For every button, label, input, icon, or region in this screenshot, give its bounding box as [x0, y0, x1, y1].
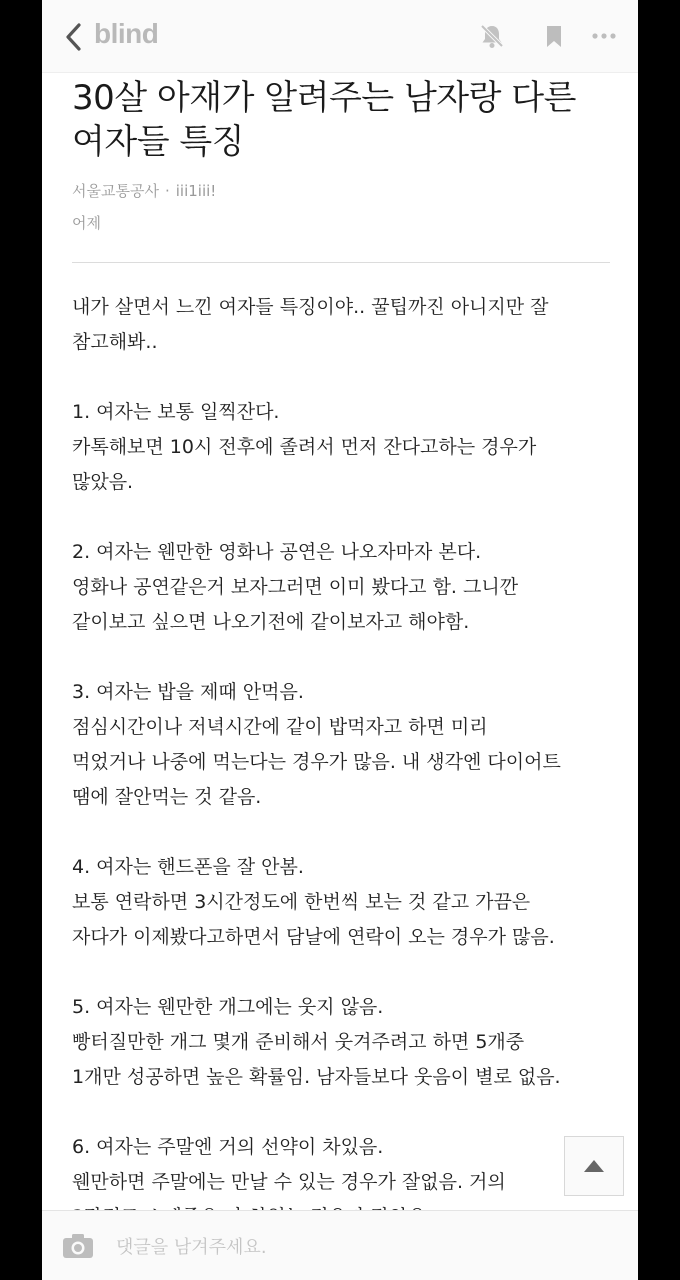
- top-bar: [42, 0, 638, 73]
- body-line: 보통 연락하면 3시간정도에 한번씩 보는 것 같고 가끔은: [72, 891, 531, 913]
- body-line: 자다가 이제봤다고하면서 담날에 연락이 오는 경우가 많음.: [72, 926, 555, 948]
- author-nickname: iii1iii!: [175, 182, 217, 200]
- body-line: 참고해봐..: [72, 331, 158, 353]
- post-title: [72, 76, 612, 164]
- body-line: 2. 여자는 웬만한 영화나 공연은 나오자마자 본다.: [72, 541, 482, 563]
- comment-bar: [42, 1210, 638, 1280]
- post-date: 어제: [72, 214, 101, 232]
- body-paragraph: [72, 990, 622, 1095]
- body-line: 먹었거나 나중에 먹는다는 경우가 많음. 내 생각엔 다이어트: [72, 751, 561, 773]
- chevron-left-icon: [62, 20, 86, 54]
- body-line: 땜에 잘안먹는 것 같음.: [72, 786, 262, 808]
- body-line: 같이보고 싶으면 나오기전에 같이보자고 해야함.: [72, 611, 470, 633]
- divider: [72, 262, 610, 263]
- body-line: 6. 여자는 주말엔 거의 선약이 차있음.: [72, 1136, 384, 1158]
- company-name[interactable]: 서울교통공사: [72, 182, 159, 200]
- body-paragraph: [72, 395, 622, 500]
- body-line: 많았음.: [72, 471, 134, 493]
- body-paragraph: [72, 675, 622, 815]
- back-button[interactable]: [62, 20, 86, 54]
- body-line: 영화나 공연같은거 보자그러면 이미 봤다고 함. 그니깐: [72, 576, 519, 598]
- post-title-line: 30살 아재가 알려주는 남자랑 다른: [72, 78, 576, 118]
- scroll-top-button[interactable]: [564, 1136, 624, 1196]
- body-line: 1개만 성공하면 높은 확률임. 남자들보다 웃음이 별로 없음.: [72, 1066, 561, 1088]
- body-line: 5. 여자는 웬만한 개그에는 웃지 않음.: [72, 996, 384, 1018]
- body-line: 점심시간이나 저녁시간에 같이 밥먹자고 하면 미리: [72, 716, 488, 738]
- more-horizontal-icon: [590, 22, 618, 50]
- attach-photo-button[interactable]: [62, 1233, 94, 1259]
- more-button[interactable]: [590, 22, 618, 50]
- bookmark-button[interactable]: [540, 22, 568, 50]
- body-line: 내가 살면서 느낀 여자들 특징이야.. 꿀팁까진 아니지만 잘: [72, 296, 549, 318]
- body-line: 1. 여자는 보통 일찍잔다.: [72, 401, 280, 423]
- body-line: 카톡해보면 10시 전후에 졸려서 먼저 잔다고하는 경우가: [72, 436, 537, 458]
- body-line: 4. 여자는 핸드폰을 잘 안봄.: [72, 856, 304, 878]
- blind-logo: blind: [94, 18, 159, 49]
- body-paragraph: [72, 850, 622, 955]
- body-paragraph: [72, 290, 622, 360]
- app-screen: [42, 0, 638, 1280]
- post-title-line: 여자들 특징: [72, 122, 245, 162]
- body-line: 빵터질만한 개그 몇개 준비해서 웃겨주려고 하면 5개중: [72, 1031, 525, 1053]
- comment-input[interactable]: [114, 1231, 598, 1263]
- camera-icon: [62, 1233, 94, 1259]
- body-line: 웬만하면 주말에는 만날 수 있는 경우가 잘없음. 거의: [72, 1171, 506, 1193]
- body-line: 3. 여자는 밥을 제때 안먹음.: [72, 681, 304, 703]
- bookmark-icon: [540, 22, 568, 50]
- post-body: [72, 290, 622, 1270]
- notification-off-button[interactable]: [478, 22, 506, 50]
- post-author-info: [72, 180, 216, 201]
- caret-up-icon: [583, 1158, 605, 1174]
- body-paragraph: [72, 535, 622, 640]
- separator-dot: ·: [164, 182, 170, 200]
- bell-off-icon: [478, 22, 506, 50]
